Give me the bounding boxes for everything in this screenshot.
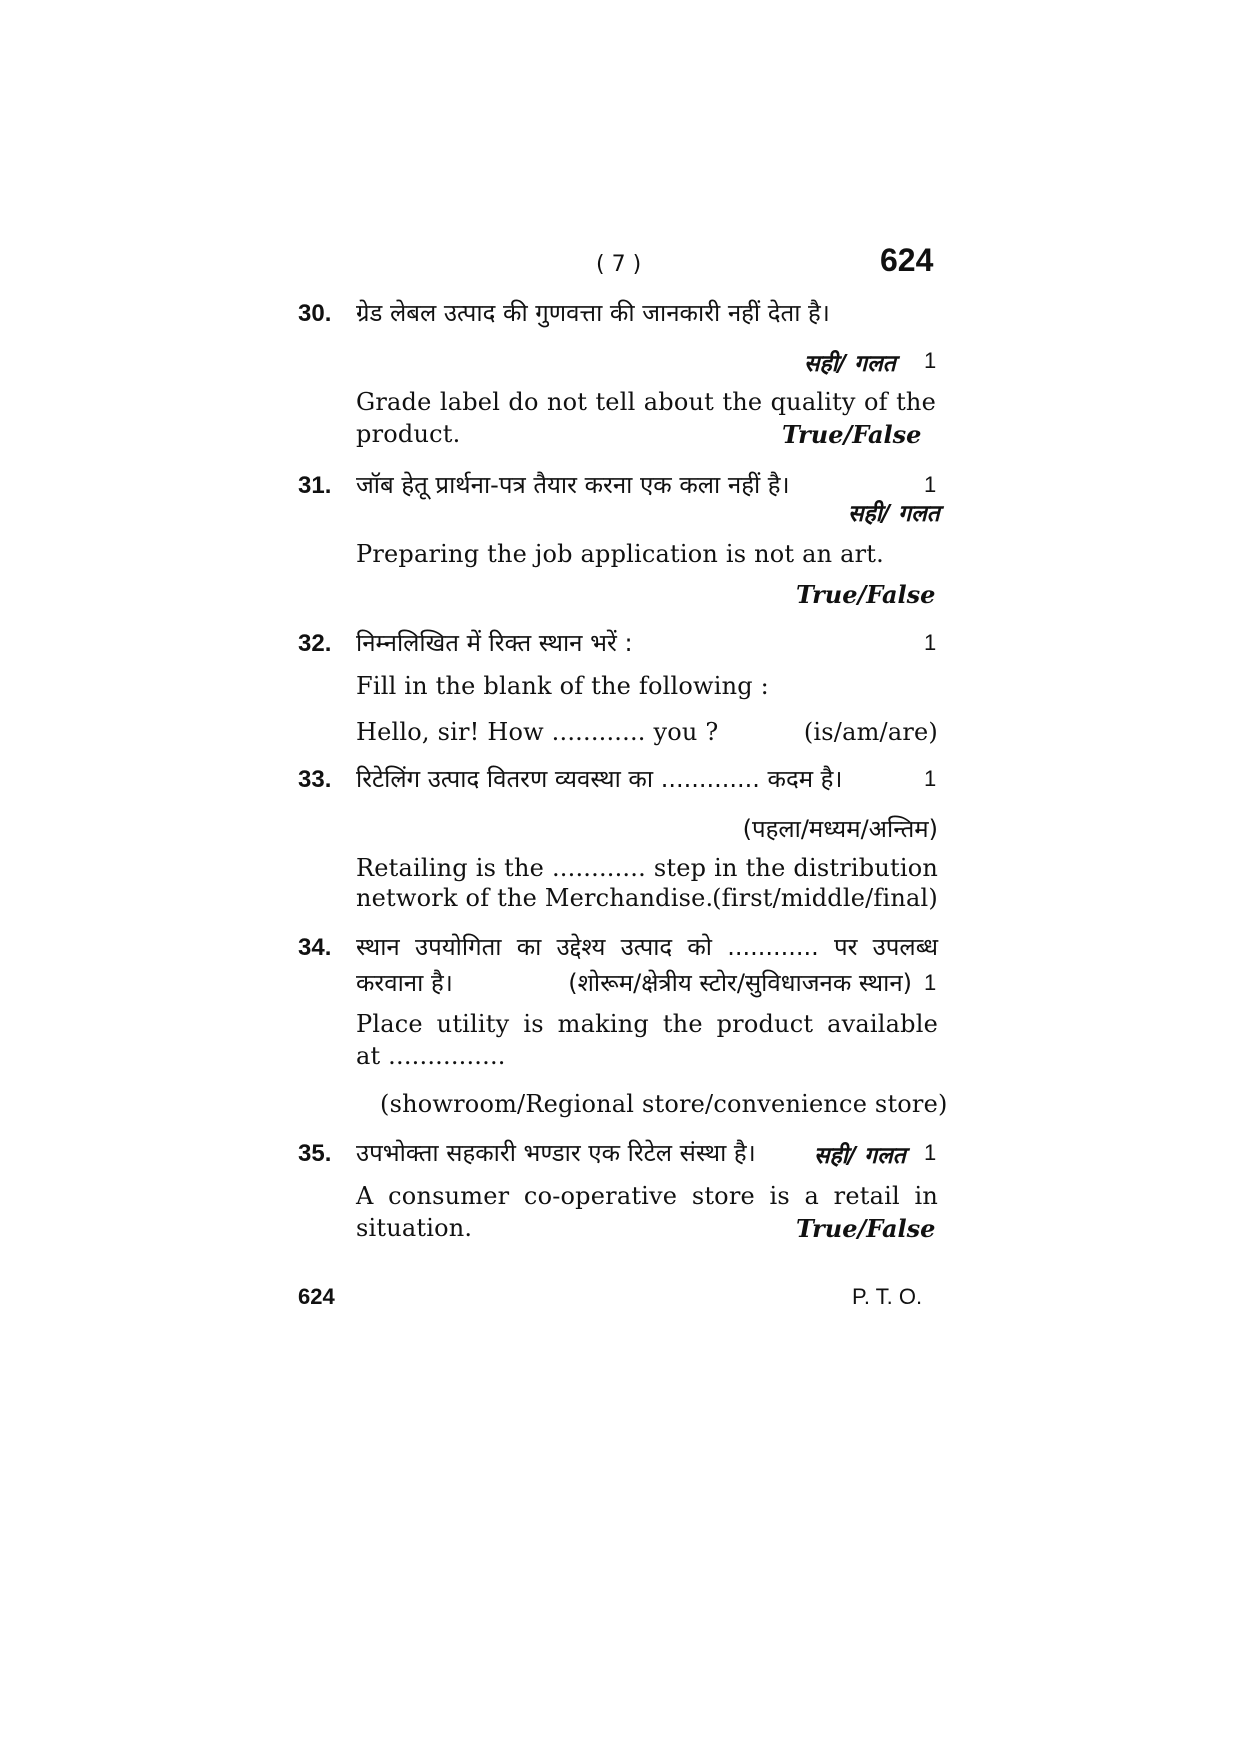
question-english: Grade label do not tell about the quality of the bbox=[356, 388, 936, 416]
hindi-answer-options: सही/ गलत bbox=[848, 501, 940, 527]
footer-code: 624 bbox=[298, 1284, 335, 1309]
question-hindi-cont: करवाना है। bbox=[356, 969, 453, 997]
question-instruction: Fill in the blank of the following : bbox=[356, 672, 769, 700]
question-english-cont: situation. bbox=[356, 1214, 473, 1242]
question-number: 34. bbox=[298, 934, 332, 961]
english-answer-options: True/False bbox=[796, 580, 936, 609]
marks: 1 bbox=[924, 472, 937, 497]
marks: 1 bbox=[924, 766, 937, 791]
page-number: ( 7 ) bbox=[596, 252, 642, 277]
hindi-answer-options: सही/ गलत bbox=[804, 351, 896, 377]
question-hindi: उपभोक्ता सहकारी भण्डार एक रिटेल संस्था है। bbox=[356, 1139, 756, 1167]
question-number: 33. bbox=[298, 766, 332, 793]
question-hindi: रिटेलिंग उत्पाद वितरण व्यवस्था का ............. कदम है। bbox=[356, 765, 843, 793]
question-english: A consumer co-operative store is a retail in bbox=[356, 1182, 938, 1210]
english-answer-options: True/False bbox=[782, 420, 922, 449]
question-english: Hello, sir! How ............ you ? bbox=[356, 718, 719, 746]
question-english-cont: at ............... bbox=[356, 1042, 506, 1070]
hindi-answer-options: (शोरूम/क्षेत्रीय स्टोर/सुविधाजनक स्थान) bbox=[568, 969, 912, 997]
question-english-cont: product. bbox=[356, 420, 461, 448]
question-hindi: स्थान उपयोगिता का उद्देश्य उत्पाद को ............ पर उपलब्ध bbox=[356, 933, 938, 961]
question-number: 32. bbox=[298, 630, 332, 657]
question-number: 31. bbox=[298, 472, 332, 499]
hindi-answer-options: सही/ गलत bbox=[814, 1143, 906, 1169]
marks: 1 bbox=[924, 1140, 937, 1165]
question-number: 35. bbox=[298, 1140, 332, 1167]
marks: 1 bbox=[924, 630, 937, 655]
answer-options: (is/am/are) bbox=[803, 718, 938, 746]
question-english: Retailing is the ............ step in the distribution bbox=[356, 854, 938, 882]
hindi-answer-options: (पहला/मध्यम/अन्तिम) bbox=[742, 815, 938, 843]
marks: 1 bbox=[924, 970, 937, 995]
english-answer-options: (first/middle/final) bbox=[712, 884, 938, 912]
question-number: 30. bbox=[298, 300, 332, 327]
question-english-cont: network of the Merchandise. bbox=[356, 884, 714, 912]
question-hindi: ग्रेड लेबल उत्पाद की गुणवत्ता की जानकारी नहीं देता है। bbox=[356, 299, 830, 327]
question-english: Place utility is making the product available bbox=[356, 1010, 938, 1038]
english-answer-options: (showroom/Regional store/convenience store) bbox=[380, 1090, 948, 1118]
question-hindi: जॉब हेतू प्रार्थना-पत्र तैयार करना एक कला नहीं है। bbox=[356, 471, 790, 499]
paper-code: 624 bbox=[880, 242, 934, 278]
marks: 1 bbox=[924, 348, 937, 373]
question-english: Preparing the job application is not an art. bbox=[356, 540, 884, 568]
question-hindi: निम्नलिखित में रिक्त स्थान भरें : bbox=[356, 629, 633, 657]
footer-pto: P. T. O. bbox=[852, 1284, 923, 1309]
english-answer-options: True/False bbox=[796, 1214, 936, 1243]
